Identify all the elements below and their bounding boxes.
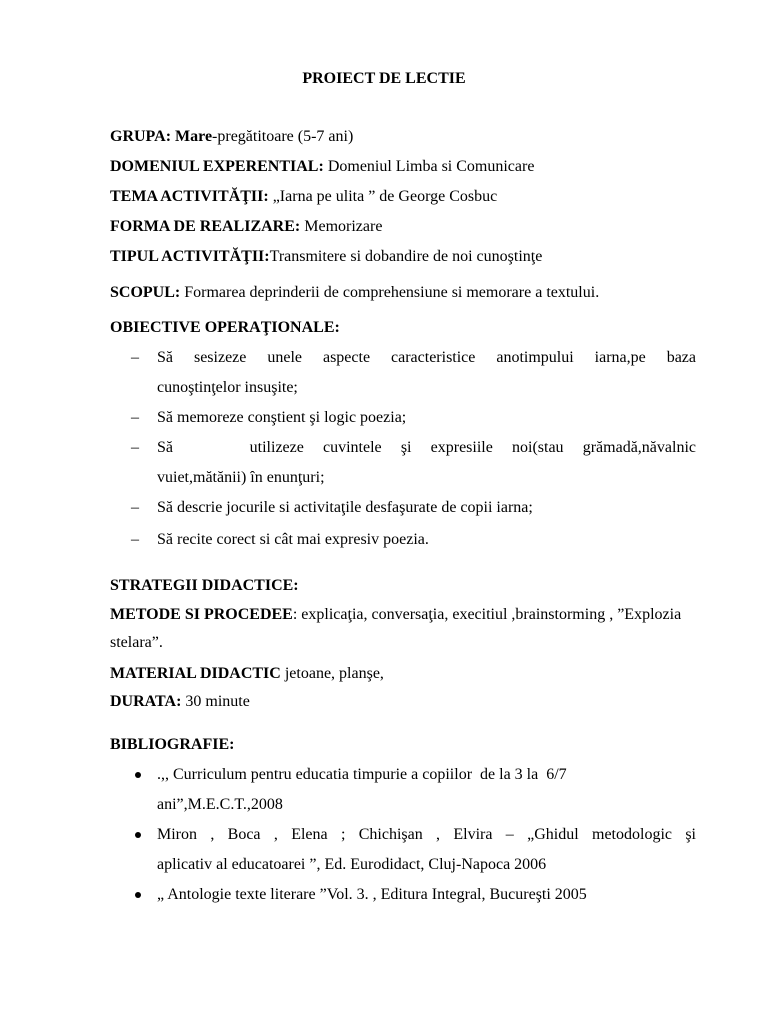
bullet-marker bbox=[135, 832, 141, 838]
field-value: Transmitere si dobandire de noi cunoştinţe bbox=[269, 248, 543, 265]
bibliography-item bbox=[135, 820, 696, 880]
objective-line: Să recite corect si cât mai expresiv poezia. bbox=[157, 531, 429, 548]
field-label: TEMA ACTIVITĂŢII: bbox=[110, 188, 269, 205]
field-value: 30 minute bbox=[181, 693, 250, 710]
dash-marker: – bbox=[131, 349, 139, 366]
field-label: DOMENIUL EXPERENTIAL: bbox=[110, 158, 324, 175]
bibliography-line: „ Antologie texte literare ”Vol. 3. , Editura Integral, Bucureşti 2005 bbox=[157, 886, 587, 903]
objective-item bbox=[131, 343, 696, 403]
field-value: Formarea deprinderii de comprehensiune si memorare a textului. bbox=[180, 284, 600, 301]
field-label: SCOPUL: bbox=[110, 284, 181, 301]
field-material bbox=[110, 664, 384, 684]
field-tema bbox=[110, 187, 497, 207]
objective-line: Să utilizeze cuvintele şi expresiile noi(stau grămadă,năvalnic bbox=[157, 439, 696, 456]
bibliography-line: Miron , Boca , Elena ; Chichişan , Elvira – „Ghidul metodologic şi bbox=[157, 826, 696, 843]
field-value: „Iarna pe ulita ” de George Cosbuc bbox=[268, 188, 498, 205]
field-grupa bbox=[110, 127, 353, 147]
dash-marker: – bbox=[131, 531, 139, 548]
objectives-heading: OBIECTIVE OPERAŢIONALE: bbox=[110, 319, 340, 336]
field-durata bbox=[110, 692, 250, 712]
dash-marker: – bbox=[131, 439, 139, 456]
objective-item bbox=[131, 493, 696, 523]
metode-value: : explicaţia, conversaţia, execitiul ,brainstorming , ”Explozia bbox=[292, 606, 682, 623]
objective-line: Să sesizeze unele aspecte caracteristice anotimpului iarna,pe baza bbox=[157, 349, 696, 366]
field-forma bbox=[110, 217, 382, 237]
field-value: -pregătitoare (5-7 ani) bbox=[212, 128, 354, 145]
strategii-heading: STRATEGII DIDACTICE: bbox=[110, 577, 299, 594]
field-label: FORMA DE REALIZARE: bbox=[110, 218, 301, 235]
metode-line-2: stelara”. bbox=[110, 634, 163, 651]
field-value: Memorizare bbox=[300, 218, 383, 235]
objective-item bbox=[131, 403, 696, 433]
bibliografie-heading: BIBLIOGRAFIE: bbox=[110, 736, 235, 753]
bibliography-item bbox=[135, 760, 696, 820]
bullet-marker bbox=[135, 772, 141, 778]
metode-paragraph bbox=[110, 601, 756, 657]
dash-marker: – bbox=[131, 499, 139, 516]
objective-line: cunoştinţelor insuşite; bbox=[157, 379, 298, 396]
field-value: Domeniul Limba si Comunicare bbox=[323, 158, 535, 175]
metode-line bbox=[110, 601, 756, 629]
field-domeniul bbox=[110, 157, 534, 177]
field-value: jetoane, planşe, bbox=[280, 665, 384, 682]
bibliography-line: aplicativ al educatoarei ”, Ed. Eurodidact, Cluj-Napoca 2006 bbox=[157, 856, 547, 873]
bibliography-line: .,, Curriculum pentru educatia timpurie a copiilor de la 3 la 6/7 bbox=[157, 766, 567, 783]
document-title: PROIECT DE LECTIE bbox=[302, 70, 466, 87]
field-label: DURATA: bbox=[110, 693, 182, 710]
field-tipul bbox=[110, 247, 542, 267]
field-scopul bbox=[110, 283, 599, 303]
field-label: TIPUL ACTIVITĂŢII: bbox=[110, 248, 270, 265]
bibliography-line: ani”,M.E.C.T.,2008 bbox=[157, 796, 283, 813]
field-label: GRUPA: Mare bbox=[110, 128, 213, 145]
field-label: MATERIAL DIDACTIC bbox=[110, 665, 281, 682]
objective-line: Să memoreze conştient şi logic poezia; bbox=[157, 409, 407, 426]
objective-item bbox=[131, 433, 696, 493]
objective-line: Să descrie jocurile si activitaţile desfaşurate de copii iarna; bbox=[157, 499, 533, 516]
objective-line: vuiet,mătănii) în enunţuri; bbox=[157, 469, 325, 486]
metode-label: METODE SI PROCEDEE bbox=[110, 606, 293, 623]
dash-marker: – bbox=[131, 409, 139, 426]
bullet-marker bbox=[135, 892, 141, 898]
bibliography-item bbox=[135, 880, 696, 910]
objective-item bbox=[131, 525, 696, 555]
